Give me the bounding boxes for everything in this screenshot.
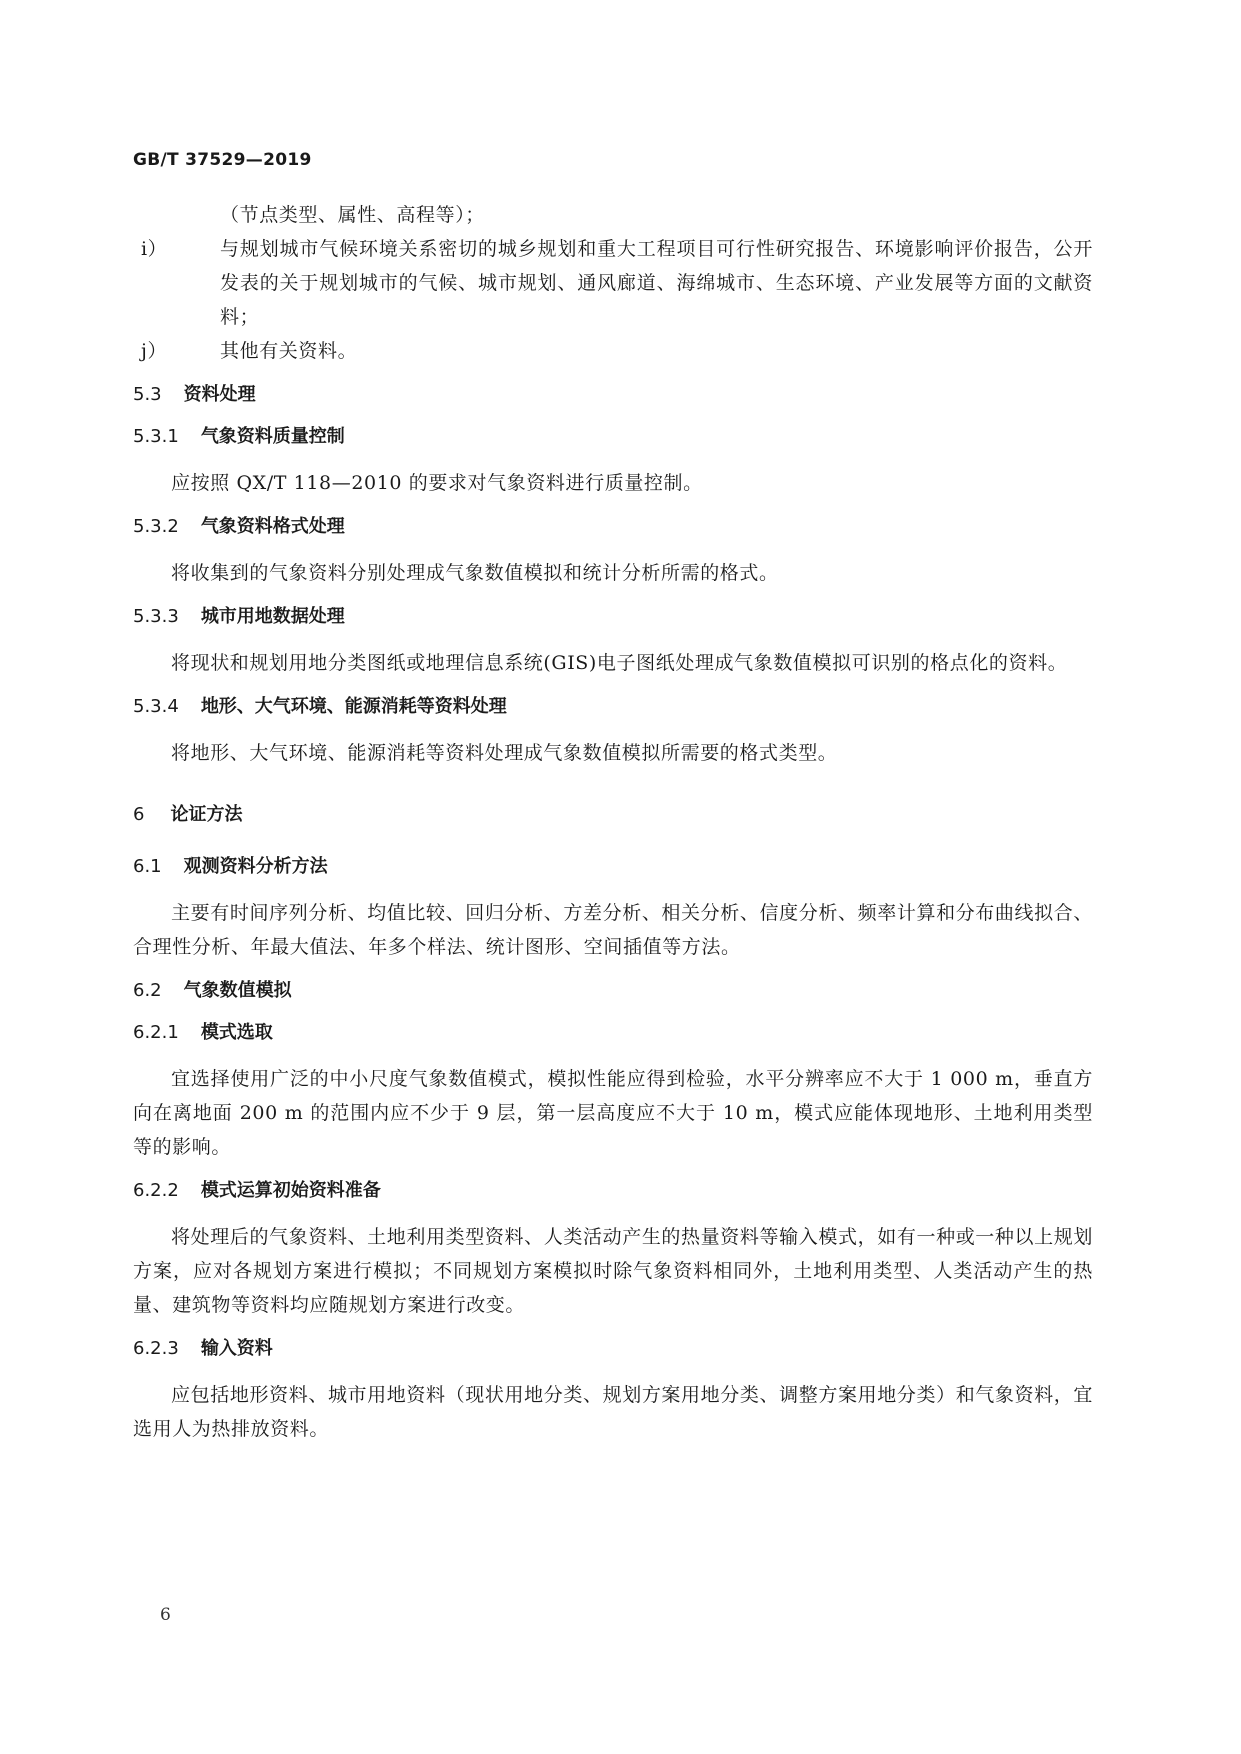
- section-title: 模式运算初始资料准备: [200, 1180, 381, 1201]
- page-number: 6: [160, 1605, 171, 1625]
- chapter-title: 论证方法: [170, 804, 243, 825]
- standard-code: GB/T 37529—2019: [133, 150, 312, 170]
- section-number: 6.2: [133, 980, 162, 1001]
- paragraph: 将现状和规划用地分类图纸或地理信息系统(GIS)电子图纸处理成气象数值模拟可识别的格点化的资料。: [171, 652, 1068, 674]
- section-title: 城市用地数据处理: [200, 606, 345, 627]
- section-number: 5.3.3: [133, 606, 179, 627]
- section-number: 5.3.1: [133, 426, 179, 447]
- list-item-j: [133, 334, 1093, 368]
- paragraph: 将处理后的气象资料、土地利用类型资料、人类活动产生的热量资料等输入模式，如有一种或一种以上规划方案，应对各规划方案进行模拟；不同规划方案模拟时除气象资料相同外，土地利用类型、人类活动产生的热量、建筑物等资料均应随规划方案进行改变。: [133, 1226, 1093, 1316]
- section-heading-6-2: [133, 978, 1093, 1004]
- section-title: 气象资料格式处理: [200, 516, 345, 537]
- section-number: 5.3: [133, 384, 162, 405]
- section-heading-5-3-3: [133, 604, 1093, 630]
- chapter-heading-6: [133, 802, 1093, 828]
- paragraph: 宜选择使用广泛的中小尺度气象数值模式，模拟性能应得到检验，水平分辨率应不大于 1 000 m，垂直方向在离地面 200 m 的范围内应不少于 9 层，第一层高度应不大于 10 m，模式应能体现地形、土地利用类型等的影响。: [133, 1068, 1093, 1158]
- section-heading-6-2-2: [133, 1178, 1093, 1204]
- paragraph: 应包括地形资料、城市用地资料（现状用地分类、规划方案用地分类、调整方案用地分类）和气象资料，宜选用人为热排放资料。: [133, 1384, 1093, 1440]
- section-heading-5-3-4: [133, 694, 1093, 720]
- list-item-i: [133, 232, 1093, 334]
- section-heading-6-2-3: [133, 1336, 1093, 1362]
- paragraph: 将收集到的气象资料分别处理成气象数值模拟和统计分析所需的格式。: [171, 562, 779, 584]
- paragraph: 主要有时间序列分析、均值比较、回归分析、方差分析、相关分析、信度分析、频率计算和分布曲线拟合、合理性分析、年最大值法、年多个样法、统计图形、空间插值等方法。: [133, 902, 1093, 958]
- section-title: 输入资料: [200, 1338, 273, 1359]
- list-continuation: （节点类型、属性、高程等）；: [220, 204, 485, 226]
- paragraph: 应按照 QX/T 118—2010 的要求对气象资料进行质量控制。: [171, 472, 703, 494]
- list-marker: i）: [141, 238, 168, 260]
- section-title: 模式选取: [200, 1022, 273, 1043]
- section-title: 资料处理: [183, 384, 256, 405]
- section-number: 5.3.4: [133, 696, 179, 717]
- list-marker: j）: [141, 340, 168, 362]
- section-heading-5-3-2: [133, 514, 1093, 540]
- section-heading-6-1: [133, 854, 1093, 880]
- section-heading-5-3: [133, 382, 1093, 408]
- chapter-number: 6: [133, 804, 145, 825]
- list-text: 其他有关资料。: [220, 340, 358, 362]
- page-content: [133, 198, 1093, 1458]
- section-title: 气象数值模拟: [183, 980, 292, 1001]
- section-title: 观测资料分析方法: [183, 856, 328, 877]
- section-number: 6.1: [133, 856, 162, 877]
- section-number: 6.2.2: [133, 1180, 179, 1201]
- section-heading-5-3-1: [133, 424, 1093, 450]
- paragraph: 将地形、大气环境、能源消耗等资料处理成气象数值模拟所需要的格式类型。: [171, 742, 838, 764]
- section-number: 6.2.1: [133, 1022, 179, 1043]
- list-text: 与规划城市气候环境关系密切的城乡规划和重大工程项目可行性研究报告、环境影响评价报告，公开发表的关于规划城市的气候、城市规划、通风廊道、海绵城市、生态环境、产业发展等方面的文献资料；: [220, 238, 1093, 328]
- section-number: 5.3.2: [133, 516, 179, 537]
- section-title: 气象资料质量控制: [200, 426, 345, 447]
- section-heading-6-2-1: [133, 1020, 1093, 1046]
- section-title: 地形、大气环境、能源消耗等资料处理: [200, 696, 507, 717]
- section-number: 6.2.3: [133, 1338, 179, 1359]
